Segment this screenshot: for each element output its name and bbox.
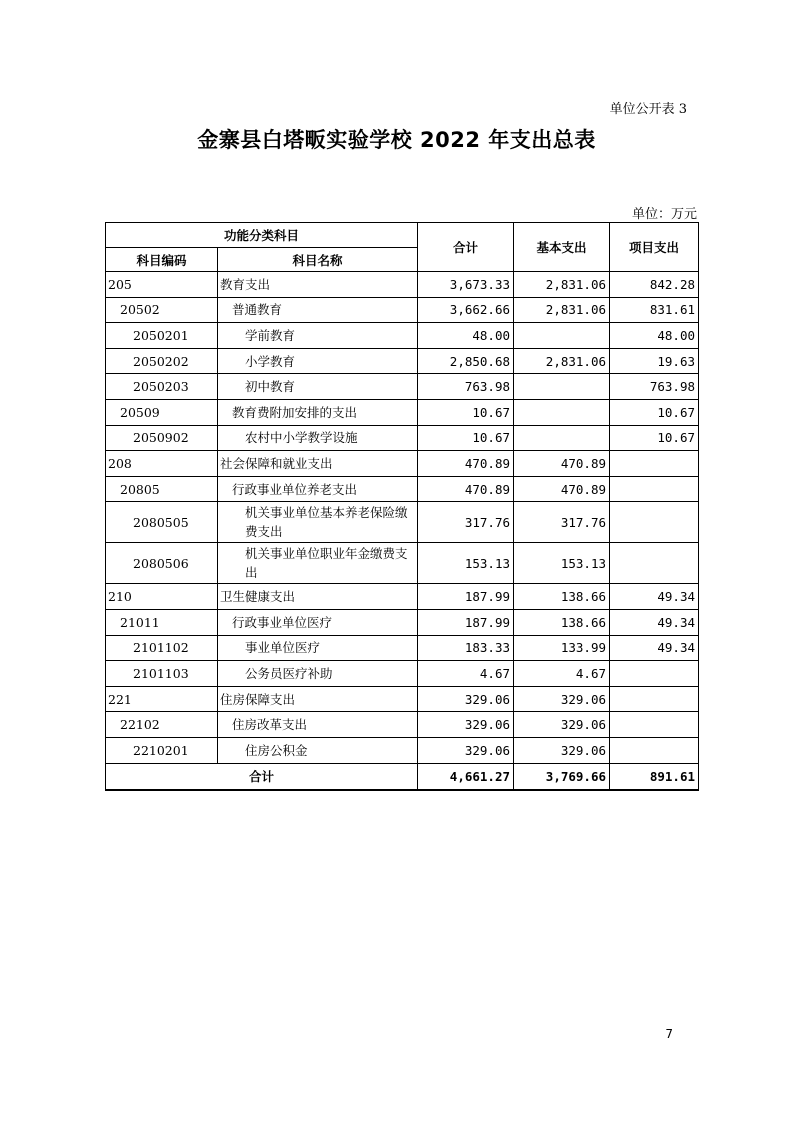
row-project — [610, 686, 699, 712]
header-code: 科目编码 — [106, 248, 218, 272]
totals-project: 891.61 — [610, 763, 699, 790]
table-row — [106, 635, 699, 661]
row-project — [610, 661, 699, 687]
row-name: 教育支出 — [218, 272, 418, 298]
row-name: 社会保障和就业支出 — [218, 451, 418, 477]
table-row — [106, 272, 699, 298]
table-row — [106, 323, 699, 349]
row-basic: 470.89 — [514, 451, 610, 477]
row-basic: 2,831.06 — [514, 297, 610, 323]
table-row — [106, 712, 699, 738]
document-code: 单位公开表 3 — [609, 102, 687, 117]
row-total: 763.98 — [418, 374, 514, 400]
totals-row — [106, 763, 699, 790]
row-total: 329.06 — [418, 686, 514, 712]
table-row — [106, 476, 699, 502]
row-project — [610, 476, 699, 502]
table-row — [106, 451, 699, 477]
row-basic — [514, 425, 610, 451]
row-project — [610, 543, 699, 584]
row-code: 221 — [106, 686, 218, 712]
header-name: 科目名称 — [218, 248, 418, 272]
row-basic: 138.66 — [514, 584, 610, 610]
row-code: 205 — [106, 272, 218, 298]
table-row — [106, 425, 699, 451]
table-body — [106, 272, 699, 790]
row-basic: 329.06 — [514, 686, 610, 712]
table-row — [106, 609, 699, 635]
table-row — [106, 661, 699, 687]
table-row — [106, 399, 699, 425]
row-basic: 133.99 — [514, 635, 610, 661]
row-code: 2101103 — [106, 661, 218, 687]
row-name: 小学教育 — [218, 348, 418, 374]
row-project — [610, 451, 699, 477]
row-basic: 329.06 — [514, 712, 610, 738]
row-basic: 470.89 — [514, 476, 610, 502]
row-basic: 2,831.06 — [514, 348, 610, 374]
row-code: 2080506 — [106, 543, 218, 584]
row-project: 10.67 — [610, 399, 699, 425]
row-code: 2101102 — [106, 635, 218, 661]
row-total: 317.76 — [418, 502, 514, 543]
row-basic: 153.13 — [514, 543, 610, 584]
totals-total: 4,661.27 — [418, 763, 514, 790]
row-total: 2,850.68 — [418, 348, 514, 374]
row-code: 2050203 — [106, 374, 218, 400]
row-code: 2050201 — [106, 323, 218, 349]
row-name: 公务员医疗补助 — [218, 661, 418, 687]
row-name: 机关事业单位职业年金缴费支出 — [218, 543, 418, 584]
row-total: 10.67 — [418, 399, 514, 425]
row-total: 4.67 — [418, 661, 514, 687]
row-name: 行政事业单位医疗 — [218, 609, 418, 635]
row-project: 49.34 — [610, 584, 699, 610]
row-total: 187.99 — [418, 609, 514, 635]
row-total: 153.13 — [418, 543, 514, 584]
row-name: 卫生健康支出 — [218, 584, 418, 610]
row-code: 20805 — [106, 476, 218, 502]
row-name: 普通教育 — [218, 297, 418, 323]
row-code: 20509 — [106, 399, 218, 425]
row-name: 初中教育 — [218, 374, 418, 400]
row-code: 2210201 — [106, 737, 218, 763]
row-basic: 329.06 — [514, 737, 610, 763]
row-code: 210 — [106, 584, 218, 610]
row-name: 事业单位医疗 — [218, 635, 418, 661]
row-total: 3,662.66 — [418, 297, 514, 323]
row-total: 470.89 — [418, 451, 514, 477]
row-basic: 317.76 — [514, 502, 610, 543]
header-project: 项目支出 — [610, 223, 699, 272]
row-project: 10.67 — [610, 425, 699, 451]
row-total: 48.00 — [418, 323, 514, 349]
totals-label: 合计 — [106, 763, 418, 790]
row-code: 2050202 — [106, 348, 218, 374]
header-total: 合计 — [418, 223, 514, 272]
row-code: 21011 — [106, 609, 218, 635]
row-project: 48.00 — [610, 323, 699, 349]
row-name: 住房改革支出 — [218, 712, 418, 738]
row-project: 842.28 — [610, 272, 699, 298]
totals-basic: 3,769.66 — [514, 763, 610, 790]
row-project: 831.61 — [610, 297, 699, 323]
row-total: 329.06 — [418, 712, 514, 738]
table-row — [106, 374, 699, 400]
row-name: 行政事业单位养老支出 — [218, 476, 418, 502]
row-total: 183.33 — [418, 635, 514, 661]
row-total: 187.99 — [418, 584, 514, 610]
row-name: 农村中小学教学设施 — [218, 425, 418, 451]
table-row — [106, 502, 699, 543]
row-basic — [514, 399, 610, 425]
row-total: 329.06 — [418, 737, 514, 763]
row-project — [610, 502, 699, 543]
row-code: 22102 — [106, 712, 218, 738]
row-code: 2080505 — [106, 502, 218, 543]
expenditure-table — [105, 222, 699, 791]
page-number: 7 — [665, 1027, 673, 1041]
row-total: 10.67 — [418, 425, 514, 451]
row-code: 20502 — [106, 297, 218, 323]
row-project — [610, 737, 699, 763]
unit-label: 单位：万元 — [631, 207, 697, 222]
header-function-category: 功能分类科目 — [106, 223, 418, 248]
row-name: 住房公积金 — [218, 737, 418, 763]
row-name: 机关事业单位基本养老保险缴费支出 — [218, 502, 418, 543]
row-basic — [514, 323, 610, 349]
row-name: 学前教育 — [218, 323, 418, 349]
table-row — [106, 584, 699, 610]
table-row — [106, 348, 699, 374]
row-name: 住房保障支出 — [218, 686, 418, 712]
table-row — [106, 543, 699, 584]
page-title: 金寨县白塔畈实验学校 2022 年支出总表 — [197, 128, 596, 152]
header-basic: 基本支出 — [514, 223, 610, 272]
row-total: 3,673.33 — [418, 272, 514, 298]
row-project: 763.98 — [610, 374, 699, 400]
table-row — [106, 737, 699, 763]
row-basic: 2,831.06 — [514, 272, 610, 298]
row-basic — [514, 374, 610, 400]
row-project: 19.63 — [610, 348, 699, 374]
table-row — [106, 686, 699, 712]
row-code: 208 — [106, 451, 218, 477]
row-basic: 138.66 — [514, 609, 610, 635]
row-project: 49.34 — [610, 635, 699, 661]
row-name: 教育费附加安排的支出 — [218, 399, 418, 425]
row-project — [610, 712, 699, 738]
row-code: 2050902 — [106, 425, 218, 451]
row-basic: 4.67 — [514, 661, 610, 687]
row-total: 470.89 — [418, 476, 514, 502]
table-row — [106, 297, 699, 323]
row-project: 49.34 — [610, 609, 699, 635]
